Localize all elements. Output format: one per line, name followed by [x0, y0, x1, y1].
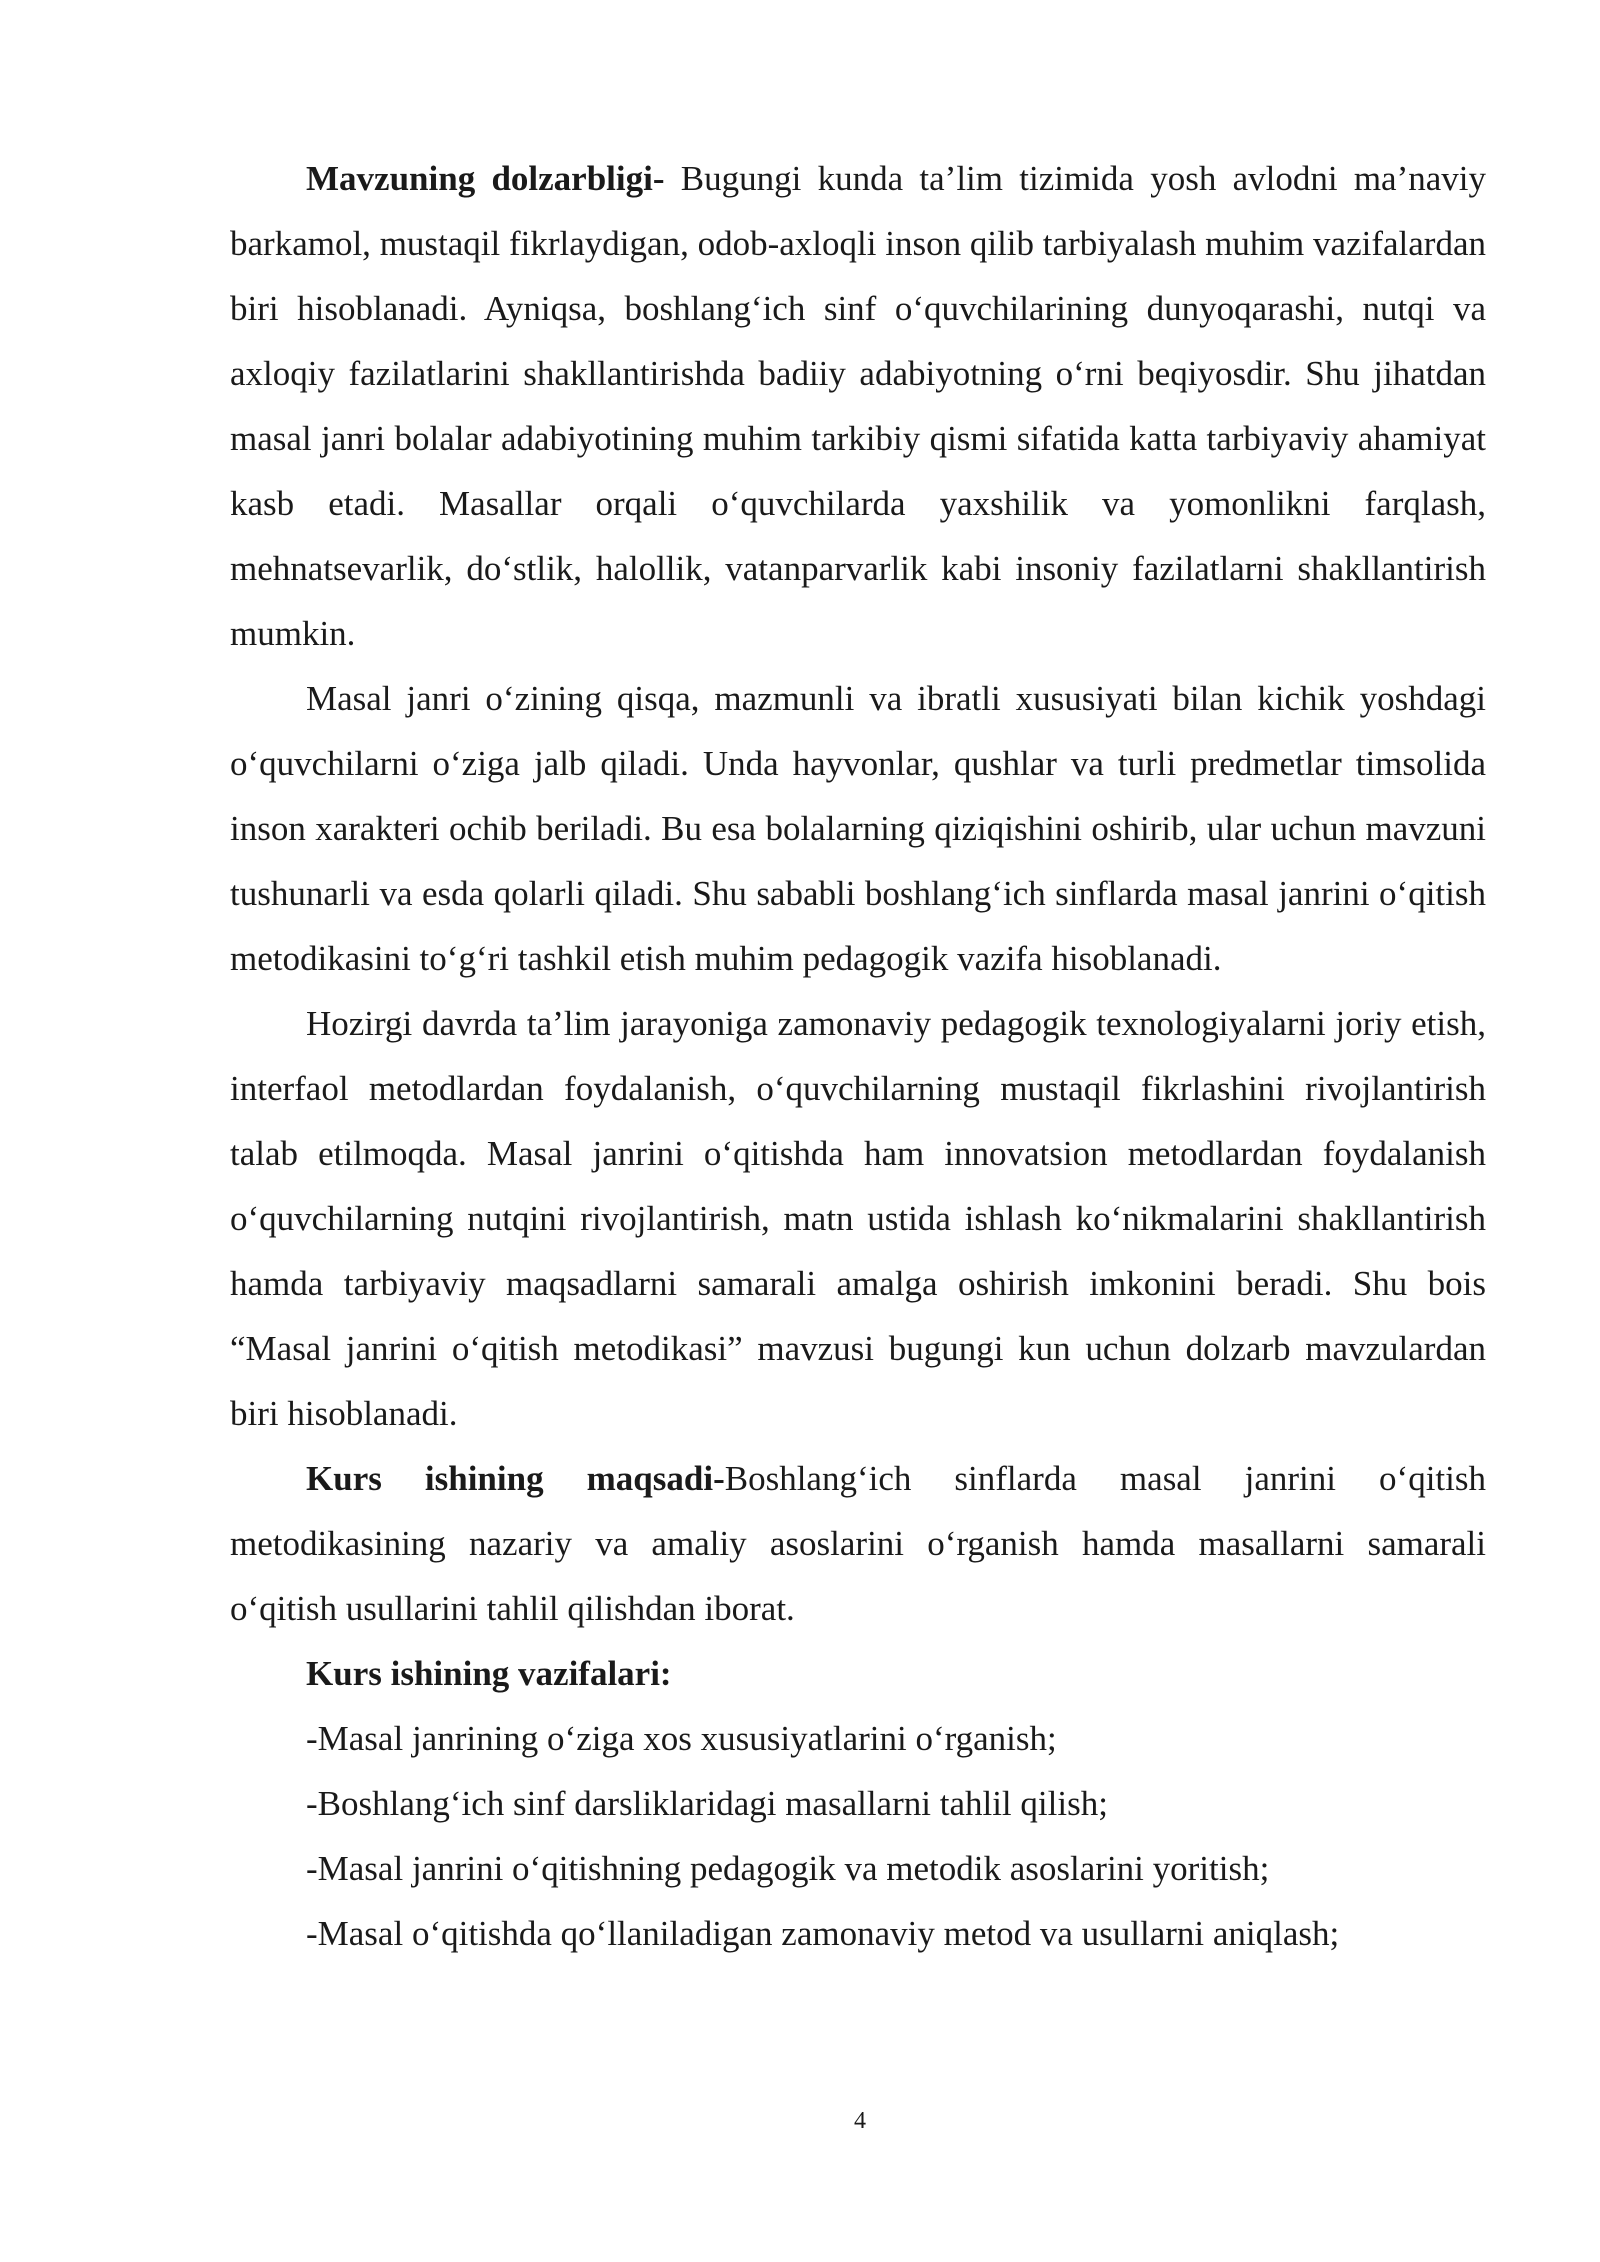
document-page: [230, 146, 1486, 1966]
task-item: -Masal o‘qitishda qo‘llaniladigan zamonaviy metod va usullarni aniqlash;: [306, 1914, 1340, 1953]
tasks-heading: Kurs ishining vazifalari:: [306, 1654, 672, 1693]
goal-heading: Kurs ishining maqsadi-: [306, 1459, 725, 1498]
task-item: -Masal janrini o‘qitishning pedagogik va metodik asoslarini yoritish;: [306, 1849, 1270, 1888]
relevance-text: Bugungi kunda ta’lim tizimida yosh avlodni ma’naviy barkamol, mustaqil fikrlaydigan, odob-axloqli inson qilib tarbiyalash muhim vazifalardan biri hisoblanadi. Ayniqsa, boshlang‘ich sinf o‘quvchilarining dunyoqarashi, nutqi va axloqiy fazilatlarini shakllantirishda badiiy adabiyotning o‘rni beqiyosdir. Shu jihatdan masal janri bolalar adabiyotining muhim tarkibiy qismi sifatida katta tarbiyaviy ahamiyat kasb etadi. Masallar orqali o‘quvchilarda yaxshilik va yomonlikni farqlash, mehnatsevarlik, do‘stlik, halollik, vatanparvarlik kabi insoniy fazilatlarni shakllantirish mumkin.: [230, 159, 1487, 653]
paragraph-masal-genre: Masal janri o‘zining qisqa, mazmunli va ibratli xususiyati bilan kichik yoshdagi o‘quvchilarni o‘ziga jalb qiladi. Unda hayvonlar, qushlar va turli predmetlar timsolida inson xarakteri ochib beriladi. Bu esa bolalarning qiziqishini oshirib, ular uchun mavzuni tushunarli va esda qolarli qiladi. Shu sababli boshlang‘ich sinflarda masal janrini o‘qitish metodikasini to‘g‘ri tashkil etish muhim pedagogik vazifa hisoblanadi.: [230, 679, 1486, 978]
task-item: -Masal janrining o‘ziga xos xususiyatlarini o‘rganish;: [306, 1719, 1057, 1758]
relevance-heading: Mavzuning dolzarbligi-: [306, 159, 665, 198]
page-number: 4: [854, 2108, 866, 2134]
goal-text: Boshlang‘ich sinflarda masal janrini o‘qitish metodikasining nazariy va amaliy asoslarini o‘rganish hamda masallarni samarali o‘qitish usullarini tahlil qilishdan iborat.: [230, 1459, 1486, 1628]
paragraph-modern-methods: Hozirgi davrda ta’lim jarayoniga zamonaviy pedagogik texnologiyalarni joriy etish, interfaol metodlardan foydalanish, o‘quvchilarning mustaqil fikrlashini rivojlantirish talab etilmoqda. Masal janrini o‘qitishda ham innovatsion metodlardan foydalanish o‘quvchilarning nutqini rivojlantirish, matn ustida ishlash ko‘nikmalarini shakllantirish hamda tarbiyaviy maqsadlarni samarali amalga oshirish imkonini beradi. Shu bois “Masal janrini o‘qitish metodikasi” mavzusi bugungi kun uchun dolzarb mavzulardan biri hisoblanadi.: [230, 1004, 1486, 1433]
task-item: -Boshlang‘ich sinf darsliklaridagi masallarni tahlil qilish;: [306, 1784, 1108, 1823]
relevance-paragraph: [230, 146, 1486, 666]
goal-paragraph: [230, 1446, 1486, 1641]
